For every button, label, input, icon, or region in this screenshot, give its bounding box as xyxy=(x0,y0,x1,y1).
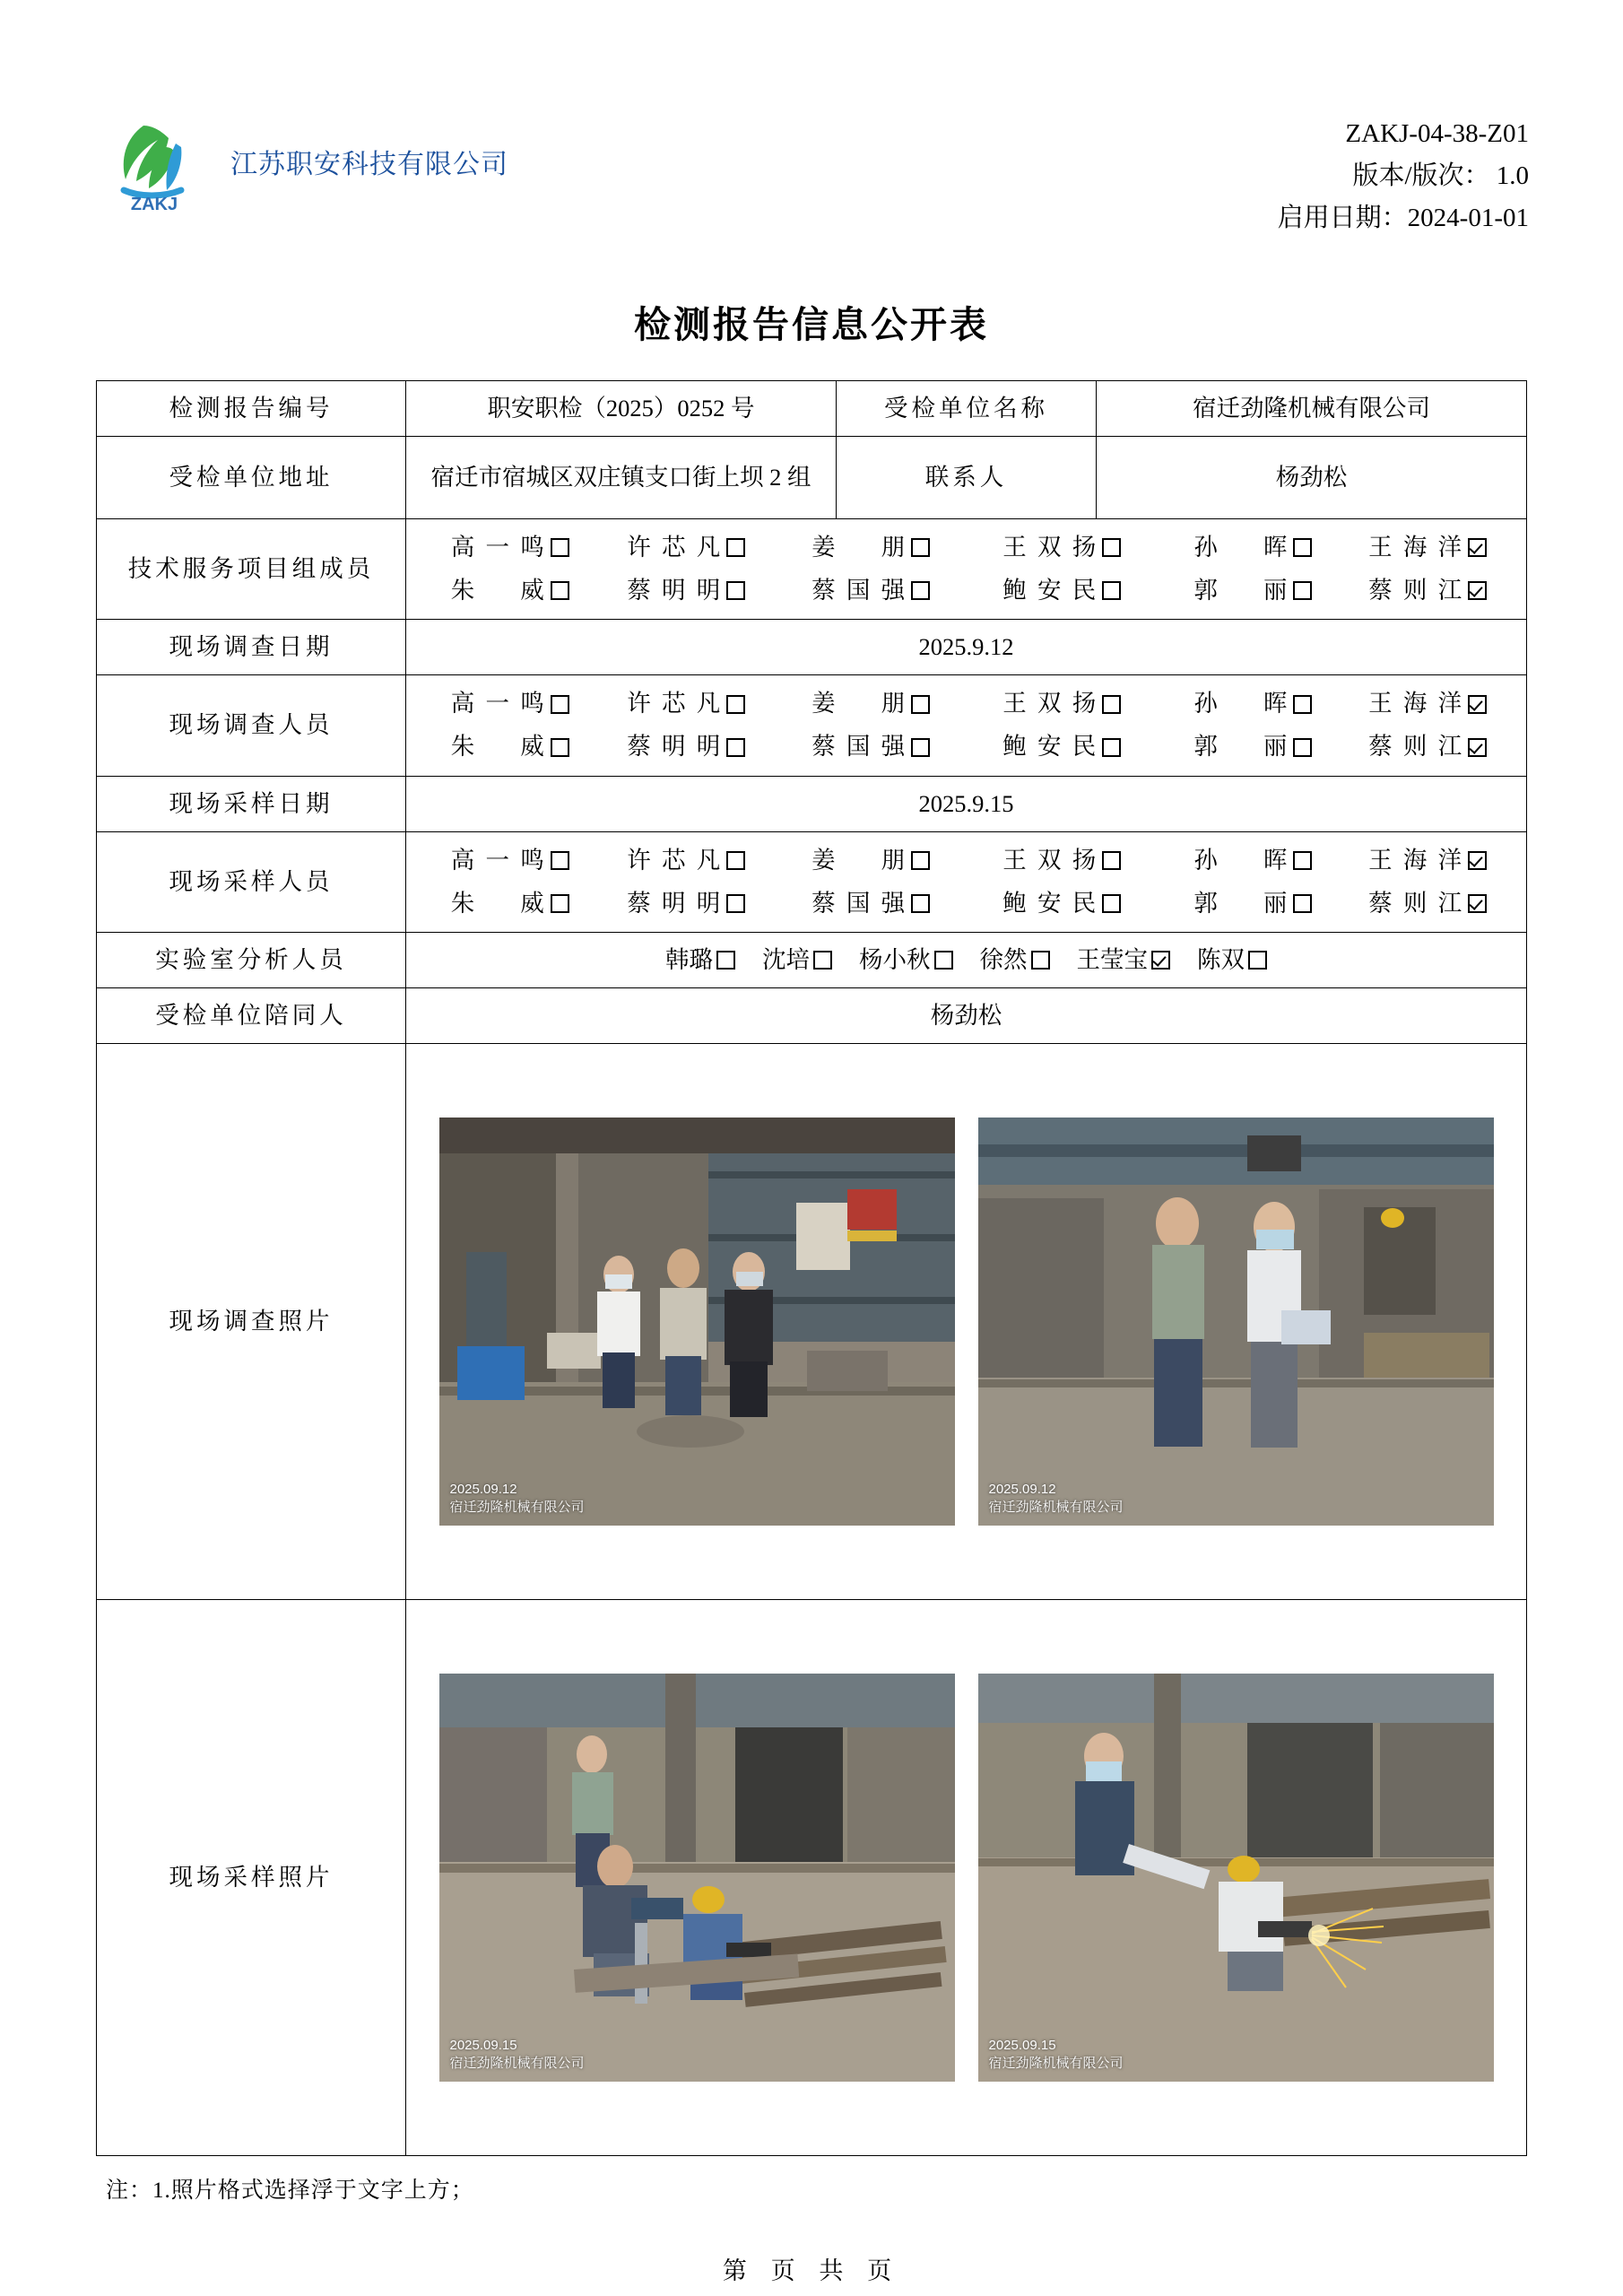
member-name: 蔡明明 xyxy=(627,733,721,761)
member-name: 蔡则江 xyxy=(1368,889,1462,917)
member-name: 王海洋 xyxy=(1368,690,1462,718)
checkbox-icon[interactable] xyxy=(726,538,745,557)
sampling-staff-grid xyxy=(413,838,1519,927)
member-name: 蔡国强 xyxy=(812,733,906,761)
member-checkbox-item[interactable] xyxy=(426,729,594,765)
member-checkbox-item[interactable] xyxy=(426,886,594,922)
table-row xyxy=(97,380,1527,436)
member-checkbox-item[interactable] xyxy=(963,530,1160,566)
checkbox-icon[interactable] xyxy=(726,894,745,913)
member-checkbox-item[interactable] xyxy=(426,843,594,879)
member-checkbox-item[interactable] xyxy=(594,886,778,922)
checkbox-icon[interactable] xyxy=(1102,894,1121,913)
header-right xyxy=(1278,108,1529,239)
sampling-photo-2 xyxy=(978,1674,1494,2082)
checkbox-icon[interactable] xyxy=(716,951,735,970)
checkbox-icon[interactable] xyxy=(1293,738,1312,757)
table-row xyxy=(97,675,1527,777)
checkbox-icon[interactable] xyxy=(551,738,569,757)
checkbox-icon[interactable] xyxy=(1102,695,1121,714)
member-checkbox-item[interactable] xyxy=(1160,530,1345,566)
checkbox-icon[interactable] xyxy=(1031,951,1050,970)
checkbox-icon[interactable] xyxy=(1293,581,1312,600)
member-name: 姜 朋 xyxy=(812,690,906,718)
photo-stamp-date: 2025.09.12 xyxy=(988,1481,1056,1497)
member-checkbox-item[interactable] xyxy=(426,573,594,609)
member-name: 许芯凡 xyxy=(627,533,721,561)
sampling-photo-wrap xyxy=(413,1638,1519,2118)
lab-staff-name: 沈培 xyxy=(762,946,810,974)
checkbox-icon[interactable] xyxy=(551,538,569,557)
photo-stamp xyxy=(450,1481,585,1518)
sampling-staff-cell xyxy=(406,831,1527,933)
survey-staff-label: 现场调查人员 xyxy=(97,675,406,777)
client-address-label: 受检单位地址 xyxy=(97,436,406,518)
sampling-staff-label: 现场采样人员 xyxy=(97,831,406,933)
member-name: 王双扬 xyxy=(1002,533,1097,561)
sampling-photo-1 xyxy=(439,1674,955,2082)
photo-stamp xyxy=(989,1481,1124,1518)
member-name: 郭 丽 xyxy=(1193,889,1288,917)
lab-staff-label: 实验室分析人员 xyxy=(97,933,406,988)
checkbox-icon[interactable] xyxy=(911,538,930,557)
checkbox-icon[interactable] xyxy=(1102,851,1121,870)
member-name: 姜 朋 xyxy=(812,846,906,874)
member-name: 王海洋 xyxy=(1368,846,1462,874)
checkbox-icon[interactable] xyxy=(934,951,953,970)
team-members-label: 技术服务项目组成员 xyxy=(97,518,406,620)
checkbox-icon[interactable] xyxy=(551,695,569,714)
checkbox-icon[interactable] xyxy=(911,581,930,600)
survey-photo-label: 现场调查照片 xyxy=(97,1044,406,1600)
member-checkbox-item[interactable] xyxy=(594,530,778,566)
survey-date-label: 现场调查日期 xyxy=(97,620,406,675)
checkbox-icon[interactable] xyxy=(1102,581,1121,600)
team-members-grid xyxy=(413,525,1519,614)
member-checkbox-item[interactable] xyxy=(778,530,963,566)
member-checkbox-item[interactable] xyxy=(778,686,963,722)
table-row xyxy=(97,518,1527,620)
member-name: 鲍安民 xyxy=(1002,576,1097,604)
checkbox-icon[interactable] xyxy=(726,695,745,714)
checkbox-icon[interactable] xyxy=(813,951,832,970)
member-checkbox-item[interactable] xyxy=(594,843,778,879)
lab-staff-checkbox-item[interactable] xyxy=(762,943,832,978)
member-checkbox-item[interactable] xyxy=(778,573,963,609)
member-name: 朱 威 xyxy=(450,889,544,917)
photo-stamp-date: 2025.09.15 xyxy=(988,2037,1056,2053)
checkbox-icon[interactable] xyxy=(1102,738,1121,757)
lab-staff-name: 韩璐 xyxy=(665,946,713,974)
checkbox-icon[interactable] xyxy=(726,738,745,757)
info-table xyxy=(96,380,1527,2157)
photo-stamp-caption: 宿迁劲隆机械有限公司 xyxy=(449,2056,585,2072)
lab-staff-name: 王莹宝 xyxy=(1076,946,1148,974)
member-name: 王双扬 xyxy=(1002,846,1097,874)
lab-staff-checkbox-item[interactable] xyxy=(1197,943,1267,978)
member-name: 王双扬 xyxy=(1002,690,1097,718)
member-checkbox-item[interactable] xyxy=(778,843,963,879)
photo-stamp-date: 2025.09.12 xyxy=(449,1481,517,1497)
photo-stamp-date: 2025.09.15 xyxy=(449,2037,517,2053)
survey-photo-cell xyxy=(406,1044,1527,1600)
photo-stamp xyxy=(450,2037,585,2074)
survey-staff-cell xyxy=(406,675,1527,777)
page-number: 第 页 共 页 xyxy=(722,2257,901,2285)
member-checkbox-item[interactable] xyxy=(594,729,778,765)
table-row xyxy=(97,776,1527,831)
table-row xyxy=(97,1600,1527,2156)
checkbox-icon[interactable] xyxy=(1293,695,1312,714)
member-checkbox-item[interactable] xyxy=(963,729,1160,765)
member-checkbox-item[interactable] xyxy=(1345,886,1510,922)
member-name: 蔡国强 xyxy=(812,889,906,917)
checkbox-icon[interactable] xyxy=(911,851,930,870)
member-name: 蔡国强 xyxy=(812,576,906,604)
member-checkbox-item[interactable] xyxy=(963,886,1160,922)
contact-label: 联系人 xyxy=(837,436,1097,518)
member-name: 高一鸣 xyxy=(450,846,544,874)
survey-date-value: 2025.9.12 xyxy=(406,620,1527,675)
checkbox-icon[interactable] xyxy=(1293,538,1312,557)
report-no-value: 职安职检（2025）0252 号 xyxy=(406,380,837,436)
lab-staff-checkbox-item[interactable] xyxy=(665,943,735,978)
lab-staff-list xyxy=(413,939,1519,982)
team-members-cell xyxy=(406,518,1527,620)
member-name: 鲍安民 xyxy=(1002,733,1097,761)
escort-value: 杨劲松 xyxy=(406,988,1527,1044)
photo-stamp xyxy=(989,2037,1124,2074)
doc-code: ZAKJ-04-38-Z01 xyxy=(1345,119,1529,148)
member-name: 许芯凡 xyxy=(627,690,721,718)
page-title: 检测报告信息公开表 xyxy=(634,303,989,345)
member-checkbox-item[interactable] xyxy=(963,843,1160,879)
survey-photo-wrap xyxy=(413,1082,1519,1561)
contact-value: 杨劲松 xyxy=(1097,436,1527,518)
client-name-label: 受检单位名称 xyxy=(837,380,1097,436)
member-name: 蔡明明 xyxy=(627,576,721,604)
member-name: 姜 朋 xyxy=(812,533,906,561)
page-header xyxy=(0,0,1623,239)
member-name: 朱 威 xyxy=(450,733,544,761)
checkbox-icon[interactable] xyxy=(726,581,745,600)
report-no-label: 检测报告编号 xyxy=(97,380,406,436)
member-name: 孙 晖 xyxy=(1193,533,1288,561)
lab-staff-name: 徐然 xyxy=(979,946,1028,974)
member-name: 郭 丽 xyxy=(1193,576,1288,604)
checkbox-icon[interactable] xyxy=(726,851,745,870)
checkbox-icon[interactable] xyxy=(551,894,569,913)
checkbox-checked-icon[interactable] xyxy=(1468,538,1487,557)
doc-version: 版本/版次： 1.0 xyxy=(1352,161,1529,190)
company-logo-icon xyxy=(99,108,211,215)
lab-staff-name: 杨小秋 xyxy=(859,946,931,974)
survey-staff-grid xyxy=(413,681,1519,770)
member-checkbox-item[interactable] xyxy=(963,686,1160,722)
member-checkbox-item[interactable] xyxy=(778,886,963,922)
checkbox-checked-icon[interactable] xyxy=(1468,894,1487,913)
sampling-photo-cell xyxy=(406,1600,1527,2156)
checkbox-icon[interactable] xyxy=(1293,894,1312,913)
member-checkbox-item[interactable] xyxy=(426,530,594,566)
member-checkbox-item[interactable] xyxy=(594,573,778,609)
checkbox-icon[interactable] xyxy=(551,851,569,870)
client-address-value: 宿迁市宿城区双庄镇支口街上坝 2 组 xyxy=(406,436,837,518)
checkbox-icon[interactable] xyxy=(911,894,930,913)
member-checkbox-item[interactable] xyxy=(1160,729,1345,765)
sampling-date-value: 2025.9.15 xyxy=(406,776,1527,831)
member-checkbox-item[interactable] xyxy=(1345,573,1510,609)
checkbox-icon[interactable] xyxy=(911,738,930,757)
sampling-date-label: 现场采样日期 xyxy=(97,776,406,831)
member-checkbox-item[interactable] xyxy=(1160,843,1345,879)
member-name: 孙 晖 xyxy=(1193,690,1288,718)
survey-photo-1 xyxy=(439,1118,955,1526)
lab-staff-name: 陈双 xyxy=(1197,946,1245,974)
table-row xyxy=(97,831,1527,933)
member-checkbox-item[interactable] xyxy=(1345,530,1510,566)
company-name: 江苏职安科技有限公司 xyxy=(230,150,508,179)
lab-staff-cell xyxy=(406,933,1527,988)
member-name: 高一鸣 xyxy=(450,690,544,718)
checkbox-checked-icon[interactable] xyxy=(1468,851,1487,870)
member-name: 孙 晖 xyxy=(1193,846,1288,874)
footer-note: 注：1.照片格式选择浮于文字上方； xyxy=(106,2179,474,2204)
member-name: 蔡则江 xyxy=(1368,576,1462,604)
member-checkbox-item[interactable] xyxy=(1345,729,1510,765)
table-row xyxy=(97,933,1527,988)
doc-effective-date: 启用日期：2024-01-01 xyxy=(1277,203,1529,232)
member-checkbox-item[interactable] xyxy=(594,686,778,722)
checkbox-checked-icon[interactable] xyxy=(1468,695,1487,714)
client-name-value: 宿迁劲隆机械有限公司 xyxy=(1097,380,1527,436)
photo-stamp-caption: 宿迁劲隆机械有限公司 xyxy=(449,1500,585,1516)
table-row xyxy=(97,988,1527,1044)
lab-staff-checkbox-item[interactable] xyxy=(980,943,1050,978)
photo-stamp-caption: 宿迁劲隆机械有限公司 xyxy=(988,2056,1124,2072)
member-checkbox-item[interactable] xyxy=(1345,686,1510,722)
checkbox-icon[interactable] xyxy=(551,581,569,600)
member-name: 朱 威 xyxy=(450,576,544,604)
member-name: 王海洋 xyxy=(1368,533,1462,561)
member-checkbox-item[interactable] xyxy=(1345,843,1510,879)
member-checkbox-item[interactable] xyxy=(1160,886,1345,922)
survey-photo-2 xyxy=(978,1118,1494,1526)
lab-staff-checkbox-item[interactable] xyxy=(859,943,953,978)
table-row xyxy=(97,436,1527,518)
member-name: 高一鸣 xyxy=(450,533,544,561)
lab-staff-checkbox-item[interactable] xyxy=(1077,943,1171,978)
checkbox-icon[interactable] xyxy=(911,695,930,714)
member-checkbox-item[interactable] xyxy=(1160,573,1345,609)
member-checkbox-item[interactable] xyxy=(1160,686,1345,722)
checkbox-checked-icon[interactable] xyxy=(1151,951,1170,970)
member-name: 许芯凡 xyxy=(627,846,721,874)
member-checkbox-item[interactable] xyxy=(963,573,1160,609)
checkbox-icon[interactable] xyxy=(1248,951,1267,970)
member-name: 鲍安民 xyxy=(1002,889,1097,917)
member-name: 郭 丽 xyxy=(1193,733,1288,761)
checkbox-checked-icon[interactable] xyxy=(1468,581,1487,600)
checkbox-icon[interactable] xyxy=(1102,538,1121,557)
member-checkbox-item[interactable] xyxy=(426,686,594,722)
escort-label: 受检单位陪同人 xyxy=(97,988,406,1044)
table-row xyxy=(97,1044,1527,1600)
photo-stamp-caption: 宿迁劲隆机械有限公司 xyxy=(988,1500,1124,1516)
checkbox-icon[interactable] xyxy=(1293,851,1312,870)
member-checkbox-item[interactable] xyxy=(778,729,963,765)
sampling-photo-label: 现场采样照片 xyxy=(97,1600,406,2156)
header-left xyxy=(99,108,508,215)
checkbox-checked-icon[interactable] xyxy=(1468,738,1487,757)
member-name: 蔡则江 xyxy=(1368,733,1462,761)
table-row xyxy=(97,620,1527,675)
svg-text:ZAKJ: ZAKJ xyxy=(130,195,178,214)
member-name: 蔡明明 xyxy=(627,889,721,917)
